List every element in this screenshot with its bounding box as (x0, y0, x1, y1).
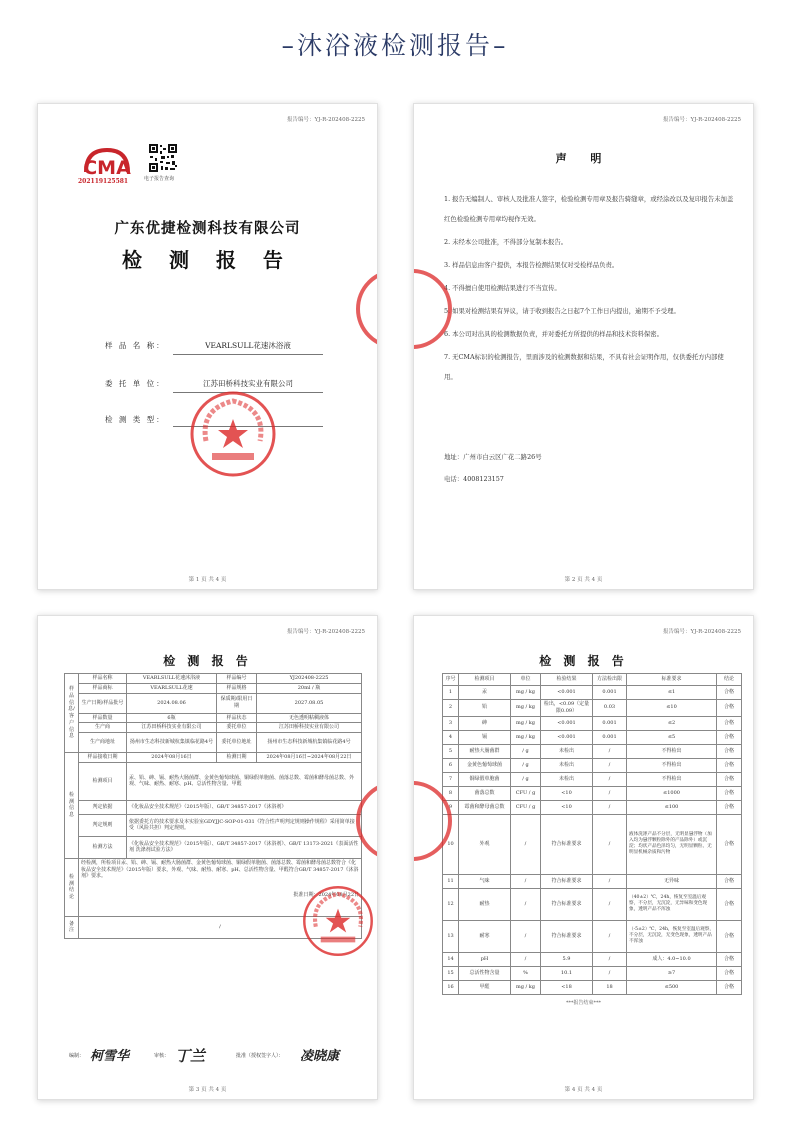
table-cell: 霉菌和酵母菌总数 (459, 800, 511, 814)
declaration-title: 声 明 (555, 152, 612, 165)
table-cell: <0.001 (541, 716, 593, 730)
info-report-title: 检 测 报 告 (163, 654, 252, 668)
official-seal-icon (301, 884, 375, 958)
page-number: 第 1 页 共 4 页 (188, 577, 227, 583)
table-cell: 耐热 (459, 888, 511, 920)
table-cell: 合格 (717, 966, 742, 980)
conclusion-text: 经检测，所检项目汞、铅、砷、镉、耐热大肠菌群、金黄色葡萄球菌、铜绿假单胞菌、菌落总数、霉菌和酵母菌总数符合《化妆品安全技术规范》（2015年版）要求，外观、气味、耐热、耐寒、pH、总活性物含量、甲醛符合GB/T 34857-2017《沐浴剂》要求。 (81, 859, 359, 880)
table-cell: 16 (443, 980, 459, 994)
table-cell: 符合标准要求 (541, 920, 593, 952)
table-cell: 18 (593, 980, 627, 994)
editor-label: 编制： (69, 1053, 85, 1059)
table-cell: / (593, 966, 627, 980)
table-cell: ≤10 (627, 700, 717, 717)
cell: 样品商标 (79, 683, 127, 693)
table-cell: ≤500 (627, 980, 717, 994)
table-row (65, 713, 362, 723)
table-cell: 0.001 (593, 686, 627, 700)
table-row (443, 700, 742, 717)
declaration-item: 1. 报告无编制人、审核人及批准人签字，检验检测专用章及报告骑缝章，或经涂改以及复印报告未加盖红色检验检测专用章均视作无效。 (444, 195, 734, 223)
table-cell: 菌落总数 (459, 786, 511, 800)
column-header: 结论 (717, 674, 742, 686)
table-cell: / (511, 874, 541, 888)
table-cell: 合格 (717, 920, 742, 952)
cell: 样品接收日期 (79, 753, 127, 763)
table-cell: 成人：4.0~10.0 (627, 952, 717, 966)
table-cell: 未检出 (541, 772, 593, 786)
table-cell: 合格 (717, 700, 742, 717)
table-cell: （40±2）℃，24h，恢复至室温后观察，不分层，无沉淀，无异味和变色现象，透明产品不浑浊 (627, 888, 717, 920)
approver-signature: 凌晓康 (300, 1049, 340, 1064)
column-header: 检测项目 (459, 674, 511, 686)
table-cell: / (593, 758, 627, 772)
table-cell: 耐热大肠菌群 (459, 744, 511, 758)
table-cell: / (593, 772, 627, 786)
table-cell: 1 (443, 686, 459, 700)
table-cell: 合格 (717, 888, 742, 920)
declaration-item: 3. 样品信息由客户提供，本报告检测结果仅对受检样品负责。 (444, 261, 619, 269)
cell: 依据委托方的技术要求及本实验室GDYJJC-SOP-01-031《符合性声明判定规则操作规程》采用简单接受（风险共担）判定规则。 (127, 814, 362, 836)
results-report-title: 检 测 报 告 (539, 654, 628, 668)
table-cell: 铅 (459, 700, 511, 717)
table-cell: 9 (443, 800, 459, 814)
declaration-item: 6. 本公司对出具的检测数据负责，并对委托方所提供的样品和技术资料保密。 (444, 330, 664, 338)
page-number: 第 3 页 共 4 页 (188, 1087, 227, 1093)
table-cell: 符合标准要求 (541, 874, 593, 888)
cell: 汞、铅、砷、镉、耐热大肠菌群、金黄色葡萄球菌、铜绿假单胞菌、菌落总数、霉菌和酵母菌总数、外观、气味、耐热、耐寒、pH、总活性物含量、甲醛 (127, 762, 362, 800)
cell: 委托单位地址 (217, 733, 257, 753)
results-report-page (413, 615, 754, 1100)
table-cell: mg / kg (511, 980, 541, 994)
table-cell: 合格 (717, 758, 742, 772)
address: 地址：广州市白云区广花二路26号 (444, 453, 542, 461)
table-cell: 砷 (459, 716, 511, 730)
table-cell: <0.001 (541, 730, 593, 744)
table-cell: / g (511, 772, 541, 786)
editor-signature: 柯雪华 (90, 1049, 130, 1064)
report-number: 报告编号：YJ-R-202408-2225 (286, 629, 365, 635)
table-cell: ≤5 (627, 730, 717, 744)
cell: YJ202408-2225 (257, 674, 362, 684)
table-cell: / g (511, 744, 541, 758)
sample-name-value: VEARLSULL花速沐浴液 (173, 340, 323, 355)
cell: 判定依据 (79, 800, 127, 814)
cell: 2024.08.06 (127, 693, 217, 713)
qr-caption: 电子报告查询 (144, 176, 175, 182)
table-cell: 5 (443, 744, 459, 758)
cell: 生产商地址 (79, 733, 127, 753)
cell: VEARLSULL花速沐浴液 (127, 674, 217, 684)
page-number: 第 2 页 共 4 页 (564, 577, 603, 583)
table-row (443, 920, 742, 952)
table-cell: mg / kg (511, 700, 541, 717)
cell: 样品编号 (217, 674, 257, 684)
table-cell: 符合标准要求 (541, 888, 593, 920)
column-header: 单位 (511, 674, 541, 686)
table-cell: / (511, 814, 541, 874)
table-cell: / (593, 800, 627, 814)
table-cell: 6 (443, 758, 459, 772)
table-cell: 12 (443, 888, 459, 920)
table-cell: / g (511, 758, 541, 772)
table-cell: ≤2 (627, 716, 717, 730)
table-cell: 4 (443, 730, 459, 744)
side-label: 检测结论 (65, 858, 79, 916)
table-cell: 7 (443, 772, 459, 786)
seam-stamp (356, 269, 378, 349)
table-row (65, 733, 362, 753)
side-label: 备注 (65, 916, 79, 938)
qr-code-icon[interactable] (148, 143, 178, 173)
table-cell: 10 (443, 814, 459, 874)
table-cell: ≤1 (627, 686, 717, 700)
cell: VEARLSULL花速 (127, 683, 217, 693)
table-cell: 符合标准要求 (541, 814, 593, 874)
column-header: 方法检出限 (593, 674, 627, 686)
table-cell: <10 (541, 800, 593, 814)
table-cell: 5.9 (541, 952, 593, 966)
signature-row (38, 1036, 377, 1076)
table-row (443, 716, 742, 730)
table-cell: 无异味 (627, 874, 717, 888)
table-cell: 合格 (717, 772, 742, 786)
table-cell: 合格 (717, 730, 742, 744)
table-cell: / (593, 874, 627, 888)
remark-cell: / (79, 916, 362, 938)
table-row (65, 800, 362, 814)
declaration-item: 7. 无CMA标识的检测报告，里面涉及的检测数据和结果，不具有社会证明作用，仅供委托方内部使用。 (444, 353, 724, 381)
cell: 2027.08.05 (257, 693, 362, 713)
table-cell: 金黄色葡萄球菌 (459, 758, 511, 772)
table-cell: 0.03 (593, 700, 627, 717)
table-cell: 不得检出 (627, 772, 717, 786)
table-row (65, 814, 362, 836)
column-header: 检验结果 (541, 674, 593, 686)
declaration-item: 5. 如果对检测结果有异议，请于收到报告之日起7个工作日内提出，逾期不予受理。 (444, 307, 680, 315)
table-cell: 10.1 (541, 966, 593, 980)
table-row (65, 693, 362, 713)
side-label: 检测信息 (65, 753, 79, 859)
table-cell: 合格 (717, 744, 742, 758)
table-cell: 液体洗涤产品不分层，无明显悬浮物（加入均为悬浮颗粒除外的产品除外）或沉淀；均状产品色泽均匀，无明显颗粒、无明显机械杂质和污物 (627, 814, 717, 874)
declaration-page (413, 103, 754, 590)
table-row (443, 772, 742, 786)
page-title: –沐浴液检测报告– (281, 31, 509, 60)
cell: 检测项目 (79, 762, 127, 800)
table-row (65, 762, 362, 800)
table-cell: / (511, 888, 541, 920)
table-row (443, 874, 742, 888)
cell: 《化妆品安全技术规范》（2015年版）、GB/T 34857-2017《沐浴剂》 (127, 800, 362, 814)
table-cell: 0.001 (593, 716, 627, 730)
cell: 扬州市生态科技新城杭集镇临花路4号 (257, 733, 362, 753)
table-cell: 合格 (717, 786, 742, 800)
cell: 生产商 (79, 723, 127, 733)
side-label: 样品信息/客户信息 (65, 674, 79, 753)
report-end-mark: ***报告结束*** (565, 1000, 601, 1006)
cell: 保质期/限用日期 (217, 693, 257, 713)
table-row (443, 966, 742, 980)
table-cell: 不得检出 (627, 744, 717, 758)
table-cell: <18 (541, 980, 593, 994)
table-cell: 合格 (717, 952, 742, 966)
client-label: 委 托 单 位： (105, 379, 166, 388)
cell: 2024年08月16日~2024年08月22日 (257, 753, 362, 763)
table-cell: 合格 (717, 800, 742, 814)
table-cell: mg / kg (511, 686, 541, 700)
cell: 《化妆品安全技术规范》（2015年版）、GB/T 34857-2017《沐浴剂》、GB/T 13173-2021《表面活性剂 洗涤剂试验方法》 (127, 836, 362, 858)
cell: 6瓶 (127, 713, 217, 723)
table-row (65, 683, 362, 693)
table-row (443, 888, 742, 920)
table-row (443, 814, 742, 874)
table-cell: 13 (443, 920, 459, 952)
cell: 无色透明粘稠液体 (257, 713, 362, 723)
table-cell: 合格 (717, 716, 742, 730)
cell: 生产日期/样品批号 (79, 693, 127, 713)
table-cell: CFU / g (511, 800, 541, 814)
declaration-list (444, 189, 734, 390)
cell: 委托单位 (217, 723, 257, 733)
table-cell: 不得检出 (627, 758, 717, 772)
table-cell: 2 (443, 700, 459, 717)
table-cell: 镉 (459, 730, 511, 744)
cma-number: 202119125581 (78, 178, 129, 185)
table-cell: / (593, 786, 627, 800)
table-row (443, 952, 742, 966)
declaration-item: 4. 不得擅自使用检测结果进行不当宣传。 (444, 284, 561, 292)
table-cell: 未检出 (541, 758, 593, 772)
table-cell: 14 (443, 952, 459, 966)
table-cell: / (593, 952, 627, 966)
column-header: 序号 (443, 674, 459, 686)
table-cell: CFU / g (511, 786, 541, 800)
cell: 20ml / 瓶 (257, 683, 362, 693)
table-cell: 0.001 (593, 730, 627, 744)
table-row (443, 786, 742, 800)
table-cell: 气味 (459, 874, 511, 888)
table-cell: <0.001 (541, 686, 593, 700)
client-value: 江苏田桥科技实业有限公司 (173, 378, 323, 393)
table-cell: 总活性物含量 (459, 966, 511, 980)
table-cell: ≥7 (627, 966, 717, 980)
table-row (65, 674, 362, 684)
column-header: 标准要求 (627, 674, 717, 686)
table-row (443, 980, 742, 994)
cell: 样品规格 (217, 683, 257, 693)
cell: 检测方法 (79, 836, 127, 858)
approval-date: 批准日期：2024年08月22日 (293, 892, 359, 898)
report-number: 报告编号：YJ-R-202408-2225 (662, 629, 741, 635)
table-cell: 15 (443, 966, 459, 980)
cell: 扬州市生态科技新城杭集镇临花路4号 (127, 733, 217, 753)
cell: 样品数量 (79, 713, 127, 723)
table-cell: 甲醛 (459, 980, 511, 994)
table-row (443, 686, 742, 700)
table-row (443, 744, 742, 758)
official-seal-icon (188, 389, 278, 479)
table-row (65, 836, 362, 858)
cell: 判定规则 (79, 814, 127, 836)
svg-text:CMA: CMA (83, 157, 131, 179)
table-cell: / (593, 744, 627, 758)
table-cell: 耐寒 (459, 920, 511, 952)
table-cell: （-5±2）℃，24h，恢复至室温后观察，不分层，无沉淀，无变色现象，透明产品不浑浊 (627, 920, 717, 952)
table-cell: pH (459, 952, 511, 966)
cell: 样品状态 (217, 713, 257, 723)
info-report-page (37, 615, 378, 1100)
table-cell: 合格 (717, 686, 742, 700)
table-cell: <10 (541, 786, 593, 800)
report-number: 报告编号：YJ-R-202408-2225 (662, 117, 741, 123)
table-cell: mg / kg (511, 716, 541, 730)
company-name: 广东优捷检测科技有限公司 (114, 220, 301, 237)
table-cell: mg / kg (511, 730, 541, 744)
table-cell: / (511, 952, 541, 966)
test-type-label: 检 测 类 型： (105, 415, 166, 424)
table-row (65, 723, 362, 733)
table-cell: / (593, 888, 627, 920)
table-header-row (443, 674, 742, 686)
cell: 检测日期 (217, 753, 257, 763)
table-cell: 外观 (459, 814, 511, 874)
cell: 江苏田桥科技实业有限公司 (257, 723, 362, 733)
table-cell: / (593, 814, 627, 874)
table-cell: / (511, 920, 541, 952)
table-cell: 3 (443, 716, 459, 730)
report-cover-page (37, 103, 378, 590)
results-table-body (443, 686, 742, 995)
table-cell: / (593, 920, 627, 952)
approver-label: 批准（授权签字人）： (236, 1053, 284, 1059)
cell: 样品名称 (79, 674, 127, 684)
table-cell: ≤1000 (627, 786, 717, 800)
sample-name-label: 样 品 名 称： (105, 341, 166, 350)
declaration-item: 2. 未经本公司批准，不得部分复制本报告。 (444, 238, 568, 246)
table-cell: 合格 (717, 874, 742, 888)
table-cell: 汞 (459, 686, 511, 700)
report-number: 报告编号：YJ-R-202408-2225 (286, 117, 365, 123)
table-row (443, 730, 742, 744)
page-number: 第 4 页 共 4 页 (564, 1087, 603, 1093)
table-cell: 11 (443, 874, 459, 888)
table-cell: 合格 (717, 980, 742, 994)
phone: 电话：4008123157 (444, 475, 504, 483)
table-cell: ≤100 (627, 800, 717, 814)
table-cell: % (511, 966, 541, 980)
cover-title: 检 测 报 告 (122, 248, 293, 272)
table-cell: 8 (443, 786, 459, 800)
results-table (442, 673, 742, 995)
table-row (443, 758, 742, 772)
cell: 江苏田桥科技实业有限公司 (127, 723, 217, 733)
cell: 2024年08月16日 (127, 753, 217, 763)
table-row (65, 753, 362, 763)
table-cell: 检出，<0.09（定量限0.09） (541, 700, 593, 717)
table-row (443, 800, 742, 814)
table-cell: 合格 (717, 814, 742, 874)
table-cell: 铜绿假单胞菌 (459, 772, 511, 786)
table-cell: 未检出 (541, 744, 593, 758)
reviewer-label: 审核： (154, 1053, 170, 1059)
reviewer-signature: 丁兰 (175, 1047, 206, 1065)
